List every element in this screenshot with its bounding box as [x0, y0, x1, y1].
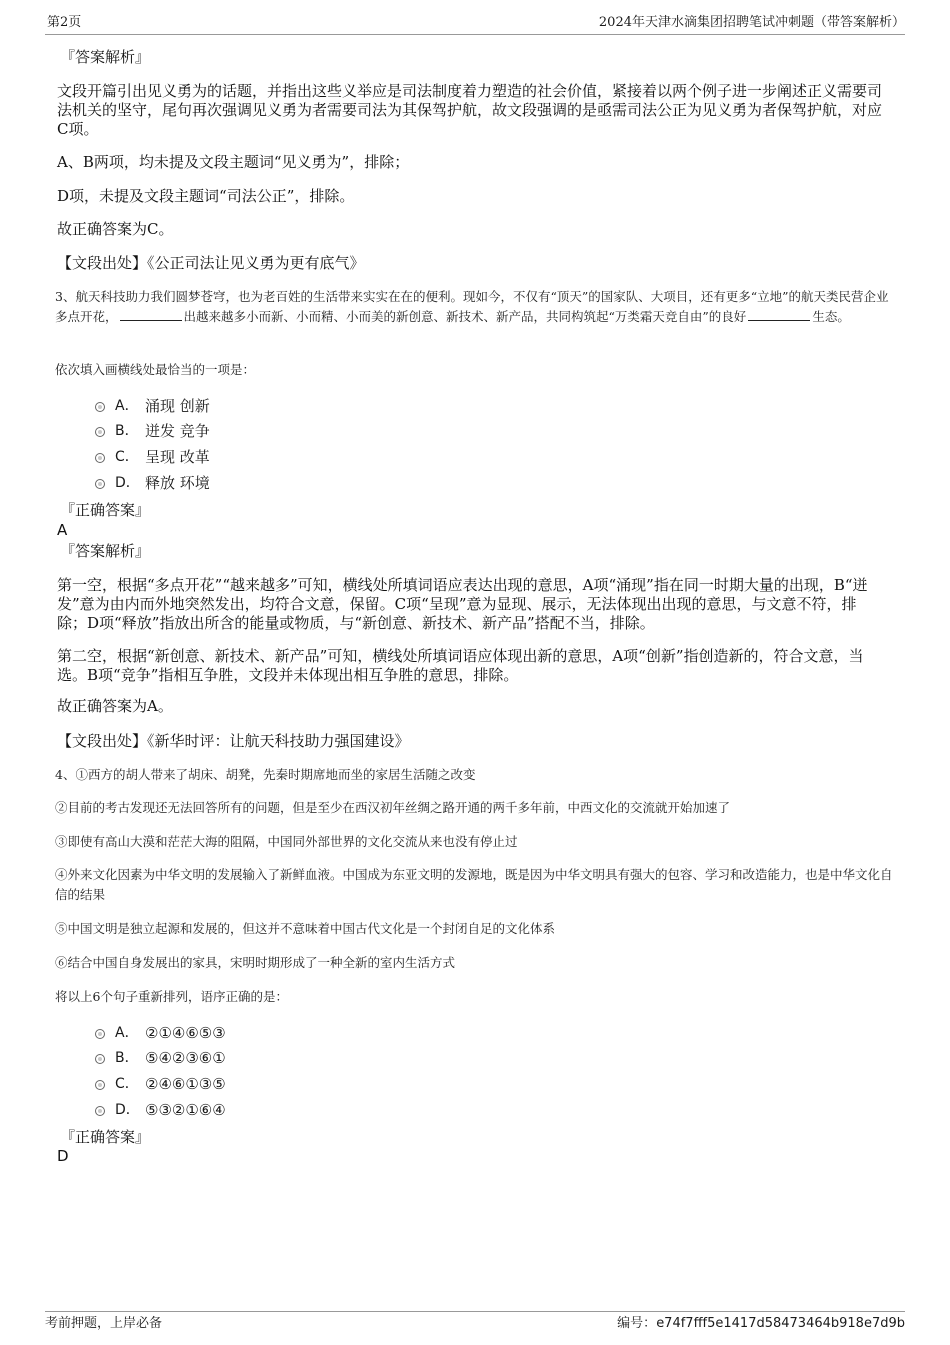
q3-stem [55, 287, 895, 327]
q2-source: 【文段出处】《公正司法让见义勇为更有底气》 [57, 254, 365, 272]
footer-code-value: e74f7fff5e1417d58473464b918e7d9b [656, 1316, 905, 1331]
q3-analysis-first-blank: 第一空，根据“多点开花”“越来越多”可知，横线处所填词语应表达出现的意思，A项“涌现”指在同一时期大量的出现，B“迸发”意为由内而外地突然发出，均符合文意，保留。C项“呈现”意为显现、展示，无法体现出出现的意思，与文意不符，排除；D项“释放”指放出所含的能量或物质，与“新创意、新技术、新产品”搭配不当，排除。 [57, 576, 868, 632]
q3-analysis-label: 『答案解析』 [60, 542, 151, 560]
radio-icon[interactable] [95, 1106, 105, 1116]
q3-stem-part2: 出越来越多小而新、小而精、小而美的新创意、新技术、新产品，共同构筑起“万类霜天竞自由”的良好 [183, 309, 747, 324]
q4-answer: D [57, 1147, 69, 1165]
q3-stem-part1: 3、航天科技助力我们圆梦苍穹，也为老百姓的生活带来实实在在的便利。现如今，不仅有“顶天”的国家队、大项目，还有更多“立地”的航天类民营企业多点开花， [55, 289, 889, 324]
q4-sentence-5: ⑤中国文明是独立起源和发展的，但这并不意味着中国古代文化是一个封闭自足的文化体系 [55, 921, 556, 936]
q2-analysis-d: D项，未提及文段主题词“司法公正”，排除。 [57, 187, 355, 205]
q4-sentence-6: ⑥结合中国自身发展出的家具，宋明时期形成了一种全新的室内生活方式 [55, 955, 456, 970]
footer-code-label: 编号： [617, 1316, 657, 1331]
radio-icon[interactable] [95, 402, 105, 412]
q3-answer-label: 『正确答案』 [60, 501, 151, 519]
q3-instruction: 依次填入画横线处最恰当的一项是： [55, 362, 256, 377]
radio-icon[interactable] [95, 1054, 105, 1064]
q2-analysis-label: 『答案解析』 [60, 48, 151, 66]
q3-conclusion: 故正确答案为A。 [57, 697, 173, 715]
q4-sentence-2: ②目前的考古发现还无法回答所有的问题，但是至少在西汉初年丝绸之路开通的两千多年前，中西文化的交流就开始加速了 [55, 800, 731, 815]
page-header [45, 14, 905, 35]
radio-icon[interactable] [95, 479, 105, 489]
q4-instruction: 将以上6个句子重新排列，语序正确的是： [55, 989, 288, 1004]
q3-stem-part3: 生态。 [812, 309, 850, 324]
q3-blank-2 [748, 308, 810, 321]
q3-answer: A [57, 521, 68, 539]
q4-sentence-3: ③即使有高山大漠和茫茫大海的阻隔，中国同外部世界的文化交流从来也没有停止过 [55, 834, 518, 849]
q4-sentence-1: 4、①西方的胡人带来了胡床、胡凳，先秦时期席地而坐的家居生活随之改变 [55, 767, 476, 782]
document-title: 2024年天津水滴集团招聘笔试冲刺题（带答案解析） [598, 15, 905, 30]
radio-icon[interactable] [95, 1029, 105, 1039]
q4-sentence-4: ④外来文化因素为中华文明的发展输入了新鲜血液。中国成为东亚文明的发源地，既是因为中华文明具有强大的包容、学习和改造能力，也是中华文化自信的结果 [55, 867, 893, 902]
radio-icon[interactable] [95, 1080, 105, 1090]
page-footer [45, 1311, 905, 1331]
radio-icon[interactable] [95, 453, 105, 463]
q2-analysis-ab: A、B两项，均未提及文段主题词“见义勇为”，排除； [57, 153, 410, 171]
page-number: 第2页 [47, 15, 82, 30]
q2-analysis-paragraph: 文段开篇引出见义勇为的话题，并指出这些义举应是司法制度着力塑造的社会价值，紧接着以两个例子进一步阐述正义需要司法机关的坚守，尾句再次强调见义勇为者需要司法为其保驾护航，故文段强调的是亟需司法公正为见义勇为者保驾护航，对应C项。 [57, 82, 883, 138]
q3-source: 【文段出处】《新华时评：让航天科技助力强国建设》 [57, 732, 410, 750]
q2-conclusion: 故正确答案为C。 [57, 220, 174, 238]
footer-code [617, 1315, 905, 1333]
q3-analysis-second-blank: 第二空，根据“新创意、新技术、新产品”可知，横线处所填词语应体现出新的意思，A项“创新”指创造新的，符合文意，当选。B项“竞争”指相互争胜，文段并未体现出相互争胜的意思，排除。 [57, 647, 864, 684]
radio-icon[interactable] [95, 427, 105, 437]
q4-answer-label: 『正确答案』 [60, 1128, 151, 1146]
footer-slogan: 考前押题，上岸必备 [45, 1316, 163, 1331]
q3-blank-1 [120, 308, 182, 321]
